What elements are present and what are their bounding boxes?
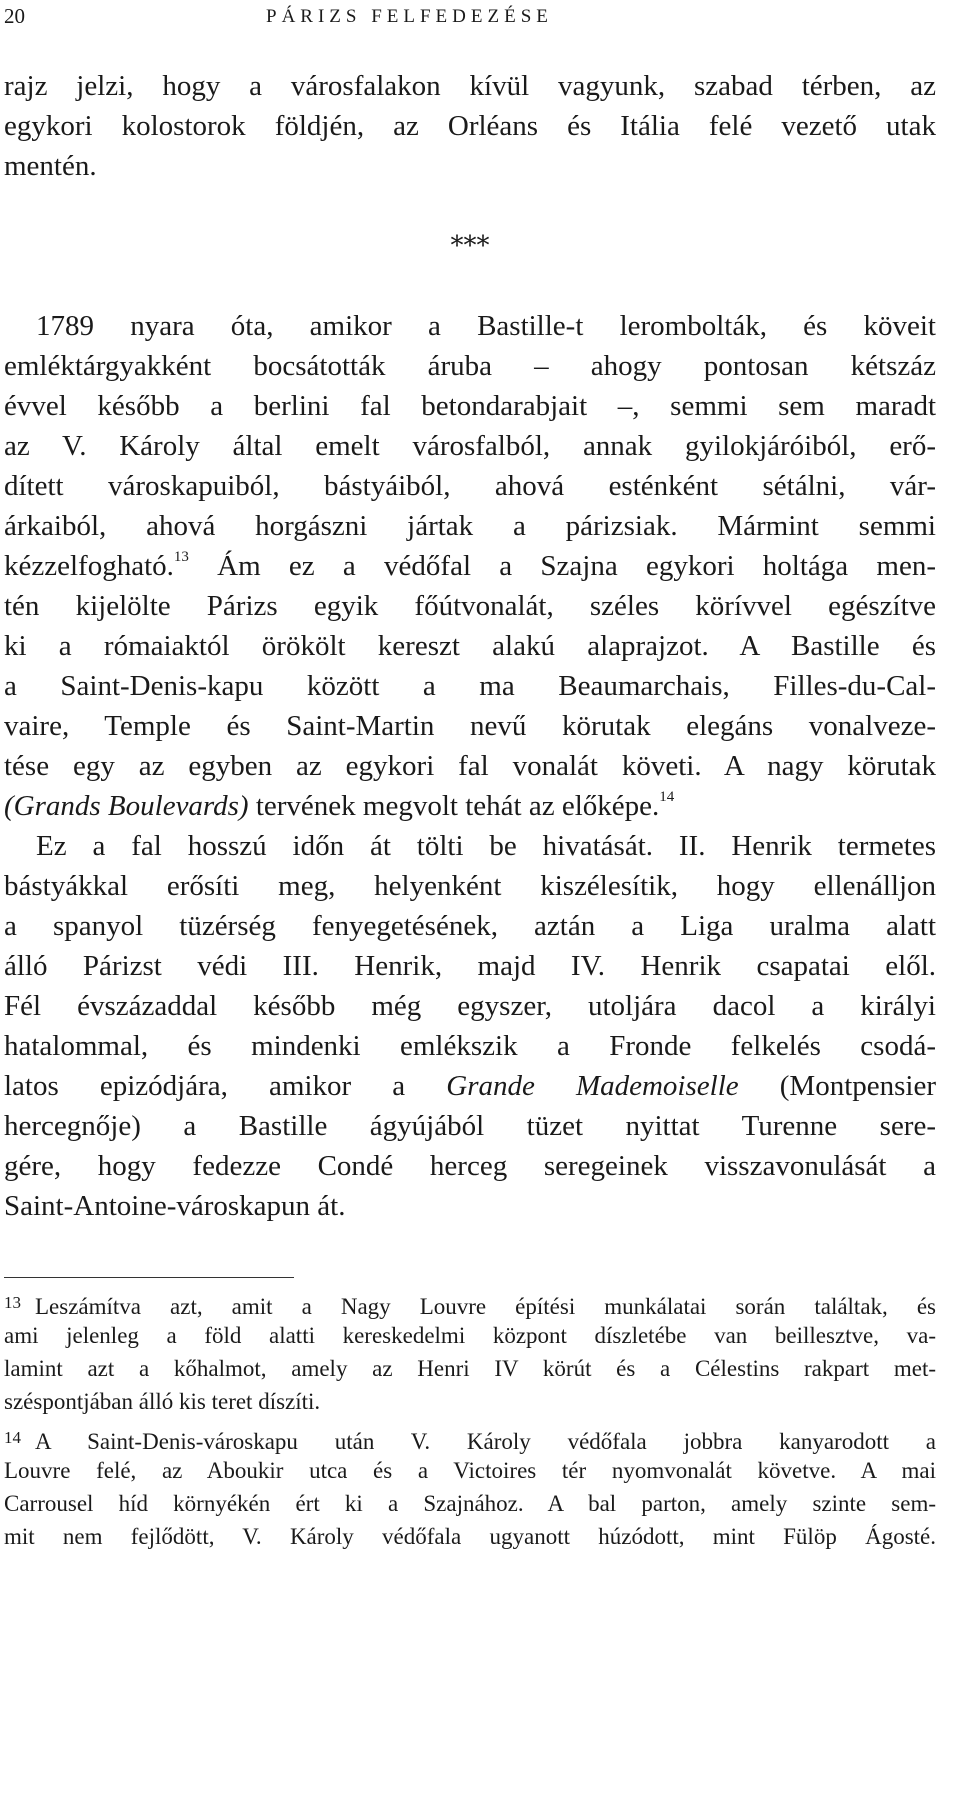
footnote-line: széspontjában álló kis teret díszíti. xyxy=(4,1389,321,1414)
text-line: gére, hogy fedezze Condé herceg seregeinek visszavonulását a xyxy=(4,1150,936,1182)
text-line: hercegnője) a Bastille ágyújából tüzet nyittat Turenne sere- xyxy=(4,1110,936,1142)
text-line xyxy=(4,786,674,826)
text-line: emléktárgyakként bocsátották áruba – ahogy pontosan kétszáz xyxy=(4,350,936,382)
text-line xyxy=(4,1066,936,1106)
footnote-line: Carrousel híd környékén ért ki a Szajnához. A bal parton, amely szinte sem- xyxy=(4,1491,936,1516)
text-line: álló Párizst védi III. Henrik, majd IV. Henrik csapatai elől. xyxy=(4,950,936,982)
text-line: hatalommal, és mindenki emlékszik a Fronde felkelés csodá- xyxy=(4,1030,936,1062)
text-line: dített városkapuiból, bástyáiból, ahová esténként sétálni, vár- xyxy=(4,470,936,502)
page-number: 20 xyxy=(4,4,25,28)
footnote-ref-14[interactable]: 14 xyxy=(659,789,675,805)
footnote-text: A Saint-Denis-városkapu után V. Károly védőfala jobbra kanyarodott a xyxy=(35,1429,936,1454)
text-line: rajz jelzi, hogy a városfalakon kívül vagyunk, szabad térben, az xyxy=(4,70,936,102)
text-line: tén kijelölte Párizs egyik főútvonalát, széles körívvel egészítve xyxy=(4,590,936,622)
text-line: évvel később a berlini fal betondarabjait –, semmi sem maradt xyxy=(4,390,936,422)
page-header xyxy=(4,4,960,36)
text-line: vaire, Temple és Saint-Martin nevű körutak elegáns vonalveze- xyxy=(4,710,936,742)
footnote-text: Leszámítva azt, amit a Nagy Louvre építési munkálatai során találtak, és xyxy=(35,1294,936,1319)
text-line: mentén. xyxy=(4,150,97,182)
text-line: ki a rómaiaktól örökölt kereszt alakú alaprajzot. A Bastille és xyxy=(4,630,936,662)
text-fragment: latos epizódjára, amikor a xyxy=(4,1070,447,1102)
footnote-line: ami jelenleg a föld alatti kereskedelmi központ díszletébe van beillesztve, va- xyxy=(4,1323,936,1348)
text-line: a spanyol tüzérség fenyegetésének, aztán a Liga uralma alatt xyxy=(4,910,936,942)
footnote-number: 13 xyxy=(4,1293,21,1312)
text-fragment: (Montpensier xyxy=(738,1070,936,1102)
italic-term: Grande Mademoiselle xyxy=(446,1070,739,1102)
running-head: PÁRIZS FELFEDEZÉSE xyxy=(266,6,553,27)
text-fragment: tervének megvolt tehát az előképe. xyxy=(248,790,660,822)
footnote-line: Louvre felé, az Aboukir utca és a Victoires tér nyomvonalát követve. A mai xyxy=(4,1458,936,1483)
footnote-line: lamint azt a kőhalmot, amely az Henri IV körút és a Célestins rakpart met- xyxy=(4,1356,936,1381)
text-line: egykori kolostorok földjén, az Orléans és Itália felé vezető utak xyxy=(4,110,936,142)
text-fragment: kézzelfogható. xyxy=(4,550,174,582)
text-line: árkaiból, ahová horgászni jártak a párizsiak. Mármint semmi xyxy=(4,510,936,542)
section-separator: *** xyxy=(450,231,490,261)
footnote-line: mit nem fejlődött, V. Károly védőfala ugyanott húzódott, mint Fülöp Ágosté. xyxy=(4,1524,936,1549)
footnote-14 xyxy=(4,1421,936,1454)
text-line: Saint-Antoine-városkapun át. xyxy=(4,1190,346,1222)
footnote-number: 14 xyxy=(4,1428,21,1447)
text-line: a Saint-Denis-kapu között a ma Beaumarchais, Filles-du-Cal- xyxy=(4,670,936,702)
footnote-13 xyxy=(4,1286,936,1319)
footnote-divider xyxy=(4,1277,294,1278)
text-line: Ez a fal hosszú időn át tölti be hivatását. II. Henrik termetes xyxy=(36,830,936,862)
text-line: Fél évszázaddal később még egyszer, utoljára dacol a királyi xyxy=(4,990,936,1022)
text-line: tése egy az egyben az egykori fal vonalát követi. A nagy körutak xyxy=(4,750,936,782)
text-line: bástyákkal erősíti meg, helyenként kiszélesítik, hogy ellenálljon xyxy=(4,870,936,902)
text-line xyxy=(4,546,936,586)
text-line: 1789 nyara óta, amikor a Bastille-t lerombolták, és köveit xyxy=(36,310,936,342)
italic-term: (Grands Boulevards) xyxy=(4,790,249,822)
footnote-ref-13[interactable]: 13 xyxy=(173,549,189,565)
text-line: az V. Károly által emelt városfalból, annak gyilokjáróiból, erő- xyxy=(4,430,936,462)
text-fragment: Ám ez a védőfal a Szajna egykori holtága men- xyxy=(188,550,936,582)
